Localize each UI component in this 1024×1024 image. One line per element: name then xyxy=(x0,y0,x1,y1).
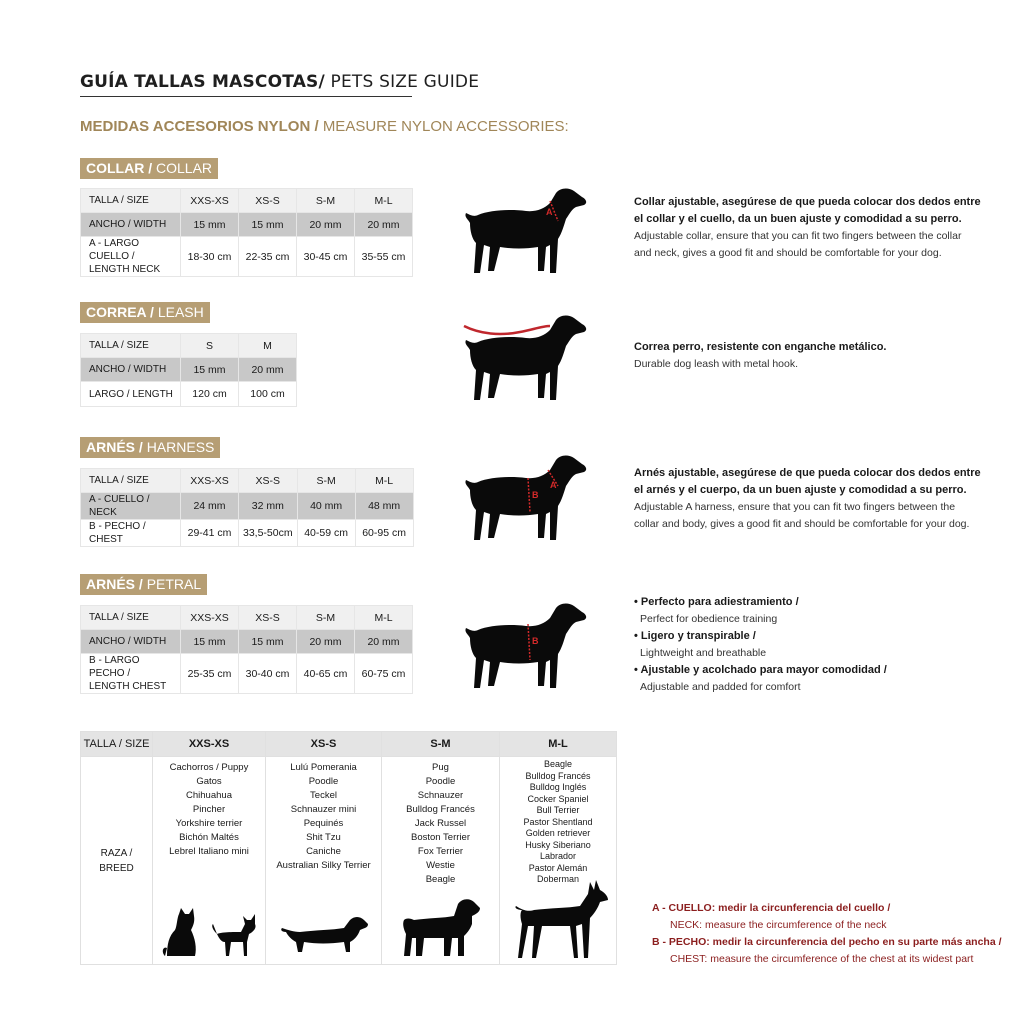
breed-list-item: Lebrel Italiano mini xyxy=(169,846,249,857)
breed-list-item: Cocker Spaniel xyxy=(527,793,589,804)
size-table-row xyxy=(81,520,414,547)
breed-list-item: Chihuahua xyxy=(186,790,232,801)
breed-list-item: Westie xyxy=(426,860,455,871)
breed-list-item: Pequinés xyxy=(303,818,344,829)
cat-and-chihuahua-icon xyxy=(161,898,261,960)
breed-list-item: Fox Terrier xyxy=(417,846,464,857)
breed-list-item: Australian Silky Terrier xyxy=(276,860,371,871)
size-table-cell: 48 mm xyxy=(355,493,413,520)
breed-list-item: Beagle xyxy=(543,759,573,769)
size-table-row xyxy=(81,213,413,237)
breed-list-item: Bichón Maltés xyxy=(179,832,239,843)
breed-size-table xyxy=(80,731,617,965)
size-table-cell: 15 mm xyxy=(239,213,297,237)
breed-size-header: M-L xyxy=(500,732,617,757)
breed-list-item: Boston Terrier xyxy=(411,832,470,843)
collar-section-label: COLLAR / COLLAR xyxy=(80,158,218,179)
size-table-cell: S-M xyxy=(297,469,355,493)
size-table-cell: 20 mm xyxy=(297,213,355,237)
size-table-row xyxy=(81,358,297,382)
size-table-row-label: B - LARGO PECHO / LENGTH CHEST xyxy=(81,654,181,694)
breed-list-item: Jack Russel xyxy=(414,818,467,829)
size-table-cell: XS-S xyxy=(239,189,297,213)
breed-cell-s-m xyxy=(382,757,500,965)
size-table-row-label: B - PECHO / CHEST xyxy=(81,520,181,547)
size-table-cell: 60-75 cm xyxy=(355,654,413,694)
breed-list-item: Beagle xyxy=(425,874,456,885)
size-table-row xyxy=(81,189,413,213)
size-table-cell: 20 mm xyxy=(297,630,355,654)
size-table-cell: 33,5-50cm xyxy=(239,520,298,547)
breed-list-item: Labrador xyxy=(539,851,577,861)
breed-list-item: Schnauzer mini xyxy=(290,804,357,815)
breed-size-header: XXS-XS xyxy=(153,732,266,757)
size-table-row-label: ANCHO / WIDTH xyxy=(81,358,181,382)
breed-cell-xs-s xyxy=(266,757,382,965)
size-table-row-label: A - CUELLO / NECK xyxy=(81,493,181,520)
breed-list-item: Gatos xyxy=(196,776,222,787)
size-table-row-label: A - LARGO CUELLO / LENGTH NECK xyxy=(81,237,181,277)
breed-list-item: Pincher xyxy=(192,804,226,815)
size-table-cell: 30-45 cm xyxy=(297,237,355,277)
page-title: GUÍA TALLAS MASCOTAS/ PETS SIZE GUIDE xyxy=(80,72,412,97)
dachshund-icon xyxy=(280,914,370,954)
leash-section-label: CORREA / LEASH xyxy=(80,302,210,323)
breed-list-item: Pastor Alemán xyxy=(528,862,588,873)
breed-list-item: Bull Terrier xyxy=(536,805,580,815)
size-table-cell: XS-S xyxy=(239,469,298,493)
size-table-cell: 22-35 cm xyxy=(239,237,297,277)
size-table-cell: XS-S xyxy=(239,606,297,630)
size-table-row xyxy=(81,237,413,277)
breed-size-header: S-M xyxy=(382,732,500,757)
breed-list-item: Cachorros / Puppy xyxy=(169,762,249,773)
petral-size-table xyxy=(80,605,413,694)
measure-label-a: A xyxy=(546,207,553,217)
size-table-row xyxy=(81,469,414,493)
measure-label-b: B xyxy=(532,636,539,646)
size-table-row xyxy=(81,493,414,520)
size-table-cell: 60-95 cm xyxy=(355,520,413,547)
breed-cell-xxs-xs xyxy=(153,757,266,965)
breed-cell-m-l xyxy=(500,757,617,965)
breed-row-label: RAZA / BREED xyxy=(81,757,153,965)
size-table-cell: 15 mm xyxy=(239,630,297,654)
size-table-cell: M-L xyxy=(355,606,413,630)
breed-list-item: Husky Siberiano xyxy=(525,839,591,850)
dog-leash-illustration xyxy=(460,312,590,407)
collar-size-table xyxy=(80,188,413,277)
leash-size-table xyxy=(80,333,297,407)
size-table-cell: 25-35 cm xyxy=(181,654,239,694)
measurement-notes: A - CUELLO: medir la circunferencia del cuello / NECK: measure the circumference of the neck B - PECHO: medir la circunferencia del pecho en su parte más ancha / CHEST: measure the circumference of the chest at its widest part xyxy=(652,902,1002,965)
size-table-row-label: TALLA / SIZE xyxy=(81,334,181,358)
size-table-cell: 30-40 cm xyxy=(239,654,297,694)
size-table-cell: M xyxy=(239,334,297,358)
size-table-cell: 100 cm xyxy=(239,382,297,407)
leash-description: Correa perro, resistente con enganche metálico. Durable dog leash with metal hook. xyxy=(634,341,887,370)
breed-list-item: Shit Tzu xyxy=(306,832,341,843)
size-table-cell: 18-30 cm xyxy=(181,237,239,277)
breed-list-item: Yorkshire terrier xyxy=(175,818,243,829)
size-table-row xyxy=(81,334,297,358)
measure-label-b: B xyxy=(532,490,539,500)
size-table-cell: M-L xyxy=(355,189,413,213)
schnauzer-icon xyxy=(400,896,482,958)
harness-section-label: ARNÉS / HARNESS xyxy=(80,437,220,458)
size-table-cell: S-M xyxy=(297,606,355,630)
size-table-cell: 20 mm xyxy=(239,358,297,382)
size-table-cell: XXS-XS xyxy=(181,469,239,493)
petral-features-list: • Perfecto para adiestramiento / Perfect for obedience training • Ligero y transpirable / Lightweight and breathable • Ajustable y acolchado para mayor comodidad / Adjustable and padded for comfort xyxy=(634,596,887,693)
size-table-cell: XXS-XS xyxy=(181,189,239,213)
size-table-row-label: ANCHO / WIDTH xyxy=(81,630,181,654)
size-table-row-label: TALLA / SIZE xyxy=(81,469,181,493)
breed-list-item: Pug xyxy=(432,762,449,773)
size-table-cell: 40 mm xyxy=(297,493,355,520)
size-table-cell: 120 cm xyxy=(181,382,239,407)
page-subtitle: MEDIDAS ACCESORIOS NYLON / MEASURE NYLON ACCESSORIES: xyxy=(80,118,569,135)
size-table-row-label: ANCHO / WIDTH xyxy=(81,213,181,237)
dog-petral-illustration xyxy=(460,600,590,695)
petral-section-label: ARNÉS / PETRAL xyxy=(80,574,207,595)
breed-table-header-first: TALLA / SIZE xyxy=(81,732,153,757)
size-table-cell: 32 mm xyxy=(239,493,298,520)
dog-collar-illustration xyxy=(460,185,590,280)
breed-list-item: Poodle xyxy=(425,776,456,787)
breed-list-item: Doberman xyxy=(536,874,580,884)
size-table-cell: 40-65 cm xyxy=(297,654,355,694)
size-table-cell: 40-59 cm xyxy=(297,520,355,547)
harness-size-table xyxy=(80,468,414,547)
size-table-cell: 15 mm xyxy=(181,630,239,654)
breed-list-item: Bulldog Inglés xyxy=(529,782,587,792)
breed-list-item: Poodle xyxy=(308,776,339,787)
size-table-row xyxy=(81,630,413,654)
collar-description: Collar ajustable, asegúrese de que pueda colocar dos dedos entre el collar y el cuello, da un buen ajuste y comodidad a su perro. Adjustable collar, ensure that you can fit two fingers between the collar and neck, gives a good fit and should be comfortable for your dog. xyxy=(634,196,981,259)
size-table-cell: S-M xyxy=(297,189,355,213)
breed-list-item: Golden retriever xyxy=(525,828,591,838)
size-table-cell: M-L xyxy=(355,469,413,493)
size-table-row xyxy=(81,382,297,407)
size-table-row-label: TALLA / SIZE xyxy=(81,606,181,630)
breed-list-item: Bulldog Francés xyxy=(525,770,591,781)
size-table-cell: 24 mm xyxy=(181,493,239,520)
doberman-icon xyxy=(514,876,610,960)
size-table-cell: 35-55 cm xyxy=(355,237,413,277)
size-table-cell: 15 mm xyxy=(181,358,239,382)
measure-label-a: A xyxy=(550,480,557,490)
dog-harness-illustration xyxy=(460,452,590,547)
breed-list-item: Schnauzer xyxy=(417,790,464,801)
size-table-row-label: LARGO / LENGTH xyxy=(81,382,181,407)
breed-list-item: Pastor Shentland xyxy=(523,816,593,827)
breed-size-header: XS-S xyxy=(266,732,382,757)
size-table-cell: S xyxy=(181,334,239,358)
size-table-cell: 20 mm xyxy=(355,630,413,654)
size-table-row xyxy=(81,606,413,630)
breed-list-item: Bulldog Francés xyxy=(406,804,475,815)
breed-list-item: Teckel xyxy=(310,790,337,801)
breed-list-item: Lulú Pomerania xyxy=(290,762,357,773)
size-table-row xyxy=(81,654,413,694)
harness-description: Arnés ajustable, asegúrese de que pueda colocar dos dedos entre el arnés y el cuerpo, da un buen ajuste y comodidad a su perro. Adjustable A harness, ensure that you can fit two fingers between the collar and body, gives a good fit and should be comfortable for your dog. xyxy=(634,467,981,530)
size-table-cell: XXS-XS xyxy=(181,606,239,630)
size-table-cell: 15 mm xyxy=(181,213,239,237)
breed-list-item: Caniche xyxy=(306,846,341,857)
size-table-cell: 20 mm xyxy=(355,213,413,237)
size-table-row-label: TALLA / SIZE xyxy=(81,189,181,213)
size-table-cell: 29-41 cm xyxy=(181,520,239,547)
